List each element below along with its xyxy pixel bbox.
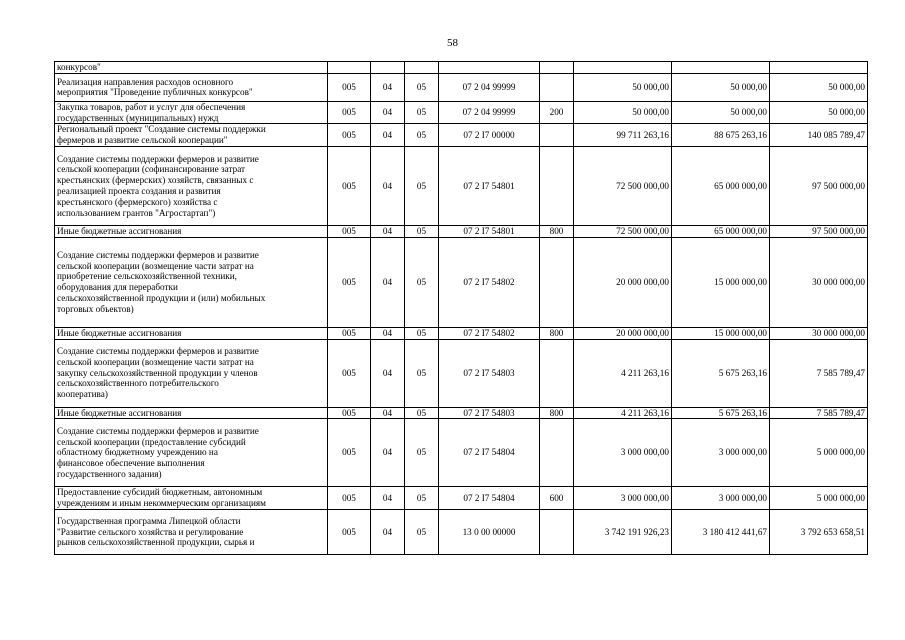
amount-year-1	[574, 62, 672, 74]
amount-year-1: 4 211 263,16	[574, 339, 672, 407]
item-name-line: Реализация направления расходов основного	[57, 76, 234, 87]
amount-year-2: 3 000 000,00	[672, 487, 770, 510]
target-article: 07 2 I7 00000	[439, 124, 540, 147]
subsection-code: 05	[405, 124, 439, 147]
expense-type	[540, 237, 574, 327]
section-code: 04	[371, 124, 405, 147]
table-row	[55, 225, 868, 237]
amount-year-1: 20 000 000,00	[574, 237, 672, 327]
target-article: 07 2 I7 54802	[439, 237, 540, 327]
table-row	[55, 327, 868, 339]
item-name-line: фермеров и развитие сельской кооперации"	[57, 135, 228, 146]
amount-year-3: 5 000 000,00	[770, 487, 868, 510]
section-code: 04	[371, 225, 405, 237]
item-name-line: сельской кооперации (софинансирование затрат	[57, 164, 246, 175]
item-name-line: Закупка товаров, работ и услуг для обеспечения	[57, 101, 246, 112]
item-name-line: Создание системы поддержки фермеров и развитие	[57, 249, 259, 260]
item-name-line: учреждениям и иным некоммерческим организациям	[57, 498, 266, 509]
target-article: 07 2 I7 54803	[439, 339, 540, 407]
item-name	[55, 327, 328, 339]
amount-year-2: 5 675 263,16	[672, 407, 770, 419]
item-name-line: государственного задания)	[57, 469, 162, 480]
amount-year-3: 3 792 653 658,51	[770, 509, 868, 554]
amount-year-1: 72 500 000,00	[574, 146, 672, 225]
subsection-code: 05	[405, 101, 439, 124]
page-number: 58	[447, 37, 458, 49]
expense-type: 800	[540, 407, 574, 419]
admin-code: 005	[328, 339, 371, 407]
target-article: 07 2 I7 54802	[439, 327, 540, 339]
expense-type	[540, 339, 574, 407]
item-name-line: кооператива)	[57, 389, 108, 400]
amount-year-3	[770, 62, 868, 74]
amount-year-2: 5 675 263,16	[672, 339, 770, 407]
item-name-line: сельскохозяйственной продукции и (или) мобильных	[57, 293, 266, 304]
item-name	[55, 225, 328, 237]
target-article: 13 0 00 00000	[439, 509, 540, 554]
expense-type: 800	[540, 327, 574, 339]
item-name-line: Предоставление субсидий бюджетным, автономным	[57, 487, 263, 498]
amount-year-2: 88 675 263,16	[672, 124, 770, 147]
amount-year-1: 50 000,00	[574, 73, 672, 101]
item-name-line: использованием грантов "Агростартап")	[57, 207, 216, 218]
amount-year-1: 3 000 000,00	[574, 419, 672, 487]
amount-year-3: 5 000 000,00	[770, 419, 868, 487]
amount-year-2: 50 000,00	[672, 101, 770, 124]
subsection-code: 05	[405, 419, 439, 487]
amount-year-3: 50 000,00	[770, 101, 868, 124]
table-row	[55, 419, 868, 487]
item-name	[55, 62, 328, 74]
item-name-line: сельской кооперации (возмещение части затрат на	[57, 356, 254, 367]
section-code: 04	[371, 237, 405, 327]
item-name-line: закупку сельскохозяйственной продукции у членов	[57, 367, 258, 378]
amount-year-3: 97 500 000,00	[770, 225, 868, 237]
admin-code	[328, 62, 371, 74]
amount-year-1: 3 742 191 926,23	[574, 509, 672, 554]
admin-code: 005	[328, 419, 371, 487]
target-article: 07 2 I7 54804	[439, 419, 540, 487]
budget-table	[54, 61, 868, 555]
amount-year-2: 50 000,00	[672, 73, 770, 101]
item-name	[55, 407, 328, 419]
item-name-line: Иные бюджетные ассигнования	[57, 407, 182, 418]
section-code: 04	[371, 146, 405, 225]
item-name-line: крестьянского (фермерского) хозяйства с	[57, 196, 218, 207]
target-article: 07 2 04 99999	[439, 73, 540, 101]
table-row	[55, 509, 868, 554]
admin-code: 005	[328, 407, 371, 419]
item-name-line: областному бюджетному учреждению на	[57, 447, 218, 458]
expense-type: 200	[540, 101, 574, 124]
subsection-code: 05	[405, 487, 439, 510]
amount-year-2: 15 000 000,00	[672, 237, 770, 327]
section-code: 04	[371, 101, 405, 124]
item-name-line: финансовое обеспечение выполнения	[57, 458, 205, 469]
amount-year-2: 3 000 000,00	[672, 419, 770, 487]
item-name-line: сельской кооперации (предоставление субсидий	[57, 436, 246, 447]
admin-code: 005	[328, 146, 371, 225]
amount-year-3: 30 000 000,00	[770, 237, 868, 327]
amount-year-3: 140 085 789,47	[770, 124, 868, 147]
expense-type: 600	[540, 487, 574, 510]
table-row	[55, 62, 868, 74]
section-code: 04	[371, 327, 405, 339]
admin-code: 005	[328, 509, 371, 554]
item-name	[55, 487, 328, 510]
section-code: 04	[371, 339, 405, 407]
table-row	[55, 73, 868, 101]
target-article: 07 2 I7 54801	[439, 146, 540, 225]
target-article: 07 2 04 99999	[439, 101, 540, 124]
item-name-line: государственных (муниципальных) нужд	[57, 112, 219, 123]
admin-code: 005	[328, 101, 371, 124]
expense-type	[540, 62, 574, 74]
item-name-line: сельской кооперации (возмещение части затрат на	[57, 260, 254, 271]
amount-year-2: 3 180 412 441,67	[672, 509, 770, 554]
section-code: 04	[371, 73, 405, 101]
item-name	[55, 101, 328, 124]
admin-code: 005	[328, 73, 371, 101]
admin-code: 005	[328, 225, 371, 237]
admin-code: 005	[328, 327, 371, 339]
amount-year-3: 7 585 789,47	[770, 339, 868, 407]
item-name-line: Региональный проект "Создание системы поддержки	[57, 124, 266, 135]
expense-type	[540, 146, 574, 225]
target-article	[439, 62, 540, 74]
item-name	[55, 509, 328, 554]
table-row	[55, 487, 868, 510]
amount-year-3: 7 585 789,47	[770, 407, 868, 419]
table-row	[55, 237, 868, 327]
amount-year-2: 15 000 000,00	[672, 327, 770, 339]
amount-year-1: 72 500 000,00	[574, 225, 672, 237]
expense-type	[540, 73, 574, 101]
item-name-line: реализацией проекта создания и развития	[57, 185, 221, 196]
expense-type	[540, 124, 574, 147]
amount-year-3: 30 000 000,00	[770, 327, 868, 339]
amount-year-1: 3 000 000,00	[574, 487, 672, 510]
item-name-line: мероприятия "Проведение публичных конкурсов"	[57, 87, 253, 98]
table-row	[55, 407, 868, 419]
item-name-line: Иные бюджетные ассигнования	[57, 327, 182, 338]
item-name-line: сельскохозяйственного потребительского	[57, 378, 219, 389]
subsection-code: 05	[405, 509, 439, 554]
item-name-line: Государственная программа Липецкой области	[57, 515, 241, 526]
item-name-line: "Развитие сельского хозяйства и регулирование	[57, 526, 244, 537]
subsection-code: 05	[405, 225, 439, 237]
amount-year-2: 65 000 000,00	[672, 146, 770, 225]
admin-code: 005	[328, 124, 371, 147]
amount-year-2	[672, 62, 770, 74]
item-name-line: рынков сельскохозяйственной продукции, сырья и	[57, 537, 255, 548]
item-name-line: торговых объектов)	[57, 303, 134, 314]
item-name-line: оборудования для переработки	[57, 282, 178, 293]
amount-year-1: 99 711 263,16	[574, 124, 672, 147]
subsection-code	[405, 62, 439, 74]
subsection-code: 05	[405, 407, 439, 419]
target-article: 07 2 I7 54803	[439, 407, 540, 419]
table-row	[55, 146, 868, 225]
section-code: 04	[371, 407, 405, 419]
subsection-code: 05	[405, 339, 439, 407]
subsection-code: 05	[405, 327, 439, 339]
amount-year-2: 65 000 000,00	[672, 225, 770, 237]
item-name	[55, 419, 328, 487]
item-name-line: приобретение сельскохозяйственной техники,	[57, 271, 237, 282]
amount-year-1: 20 000 000,00	[574, 327, 672, 339]
item-name	[55, 73, 328, 101]
subsection-code: 05	[405, 237, 439, 327]
expense-type	[540, 419, 574, 487]
item-name	[55, 237, 328, 327]
item-name	[55, 146, 328, 225]
subsection-code: 05	[405, 73, 439, 101]
admin-code: 005	[328, 237, 371, 327]
table-row	[55, 124, 868, 147]
section-code: 04	[371, 509, 405, 554]
amount-year-3: 50 000,00	[770, 73, 868, 101]
target-article: 07 2 I7 54801	[439, 225, 540, 237]
section-code	[371, 62, 405, 74]
item-name	[55, 339, 328, 407]
section-code: 04	[371, 419, 405, 487]
admin-code: 005	[328, 487, 371, 510]
item-name-line: Создание системы поддержки фермеров и развитие	[57, 153, 259, 164]
item-name-line: Создание системы поддержки фермеров и развитие	[57, 425, 259, 436]
expense-type: 800	[540, 225, 574, 237]
subsection-code: 05	[405, 146, 439, 225]
item-name-line: Создание системы поддержки фермеров и развитие	[57, 346, 259, 357]
item-name-line: Иные бюджетные ассигнования	[57, 225, 182, 236]
table-row	[55, 339, 868, 407]
amount-year-1: 4 211 263,16	[574, 407, 672, 419]
target-article: 07 2 I7 54804	[439, 487, 540, 510]
section-code: 04	[371, 487, 405, 510]
table-row	[55, 101, 868, 124]
item-name	[55, 124, 328, 147]
amount-year-1: 50 000,00	[574, 101, 672, 124]
expense-type	[540, 509, 574, 554]
item-name-line: крестьянских (фермерских) хозяйств, связанных с	[57, 175, 254, 186]
item-name-line: конкурсов"	[57, 62, 101, 72]
amount-year-3: 97 500 000,00	[770, 146, 868, 225]
